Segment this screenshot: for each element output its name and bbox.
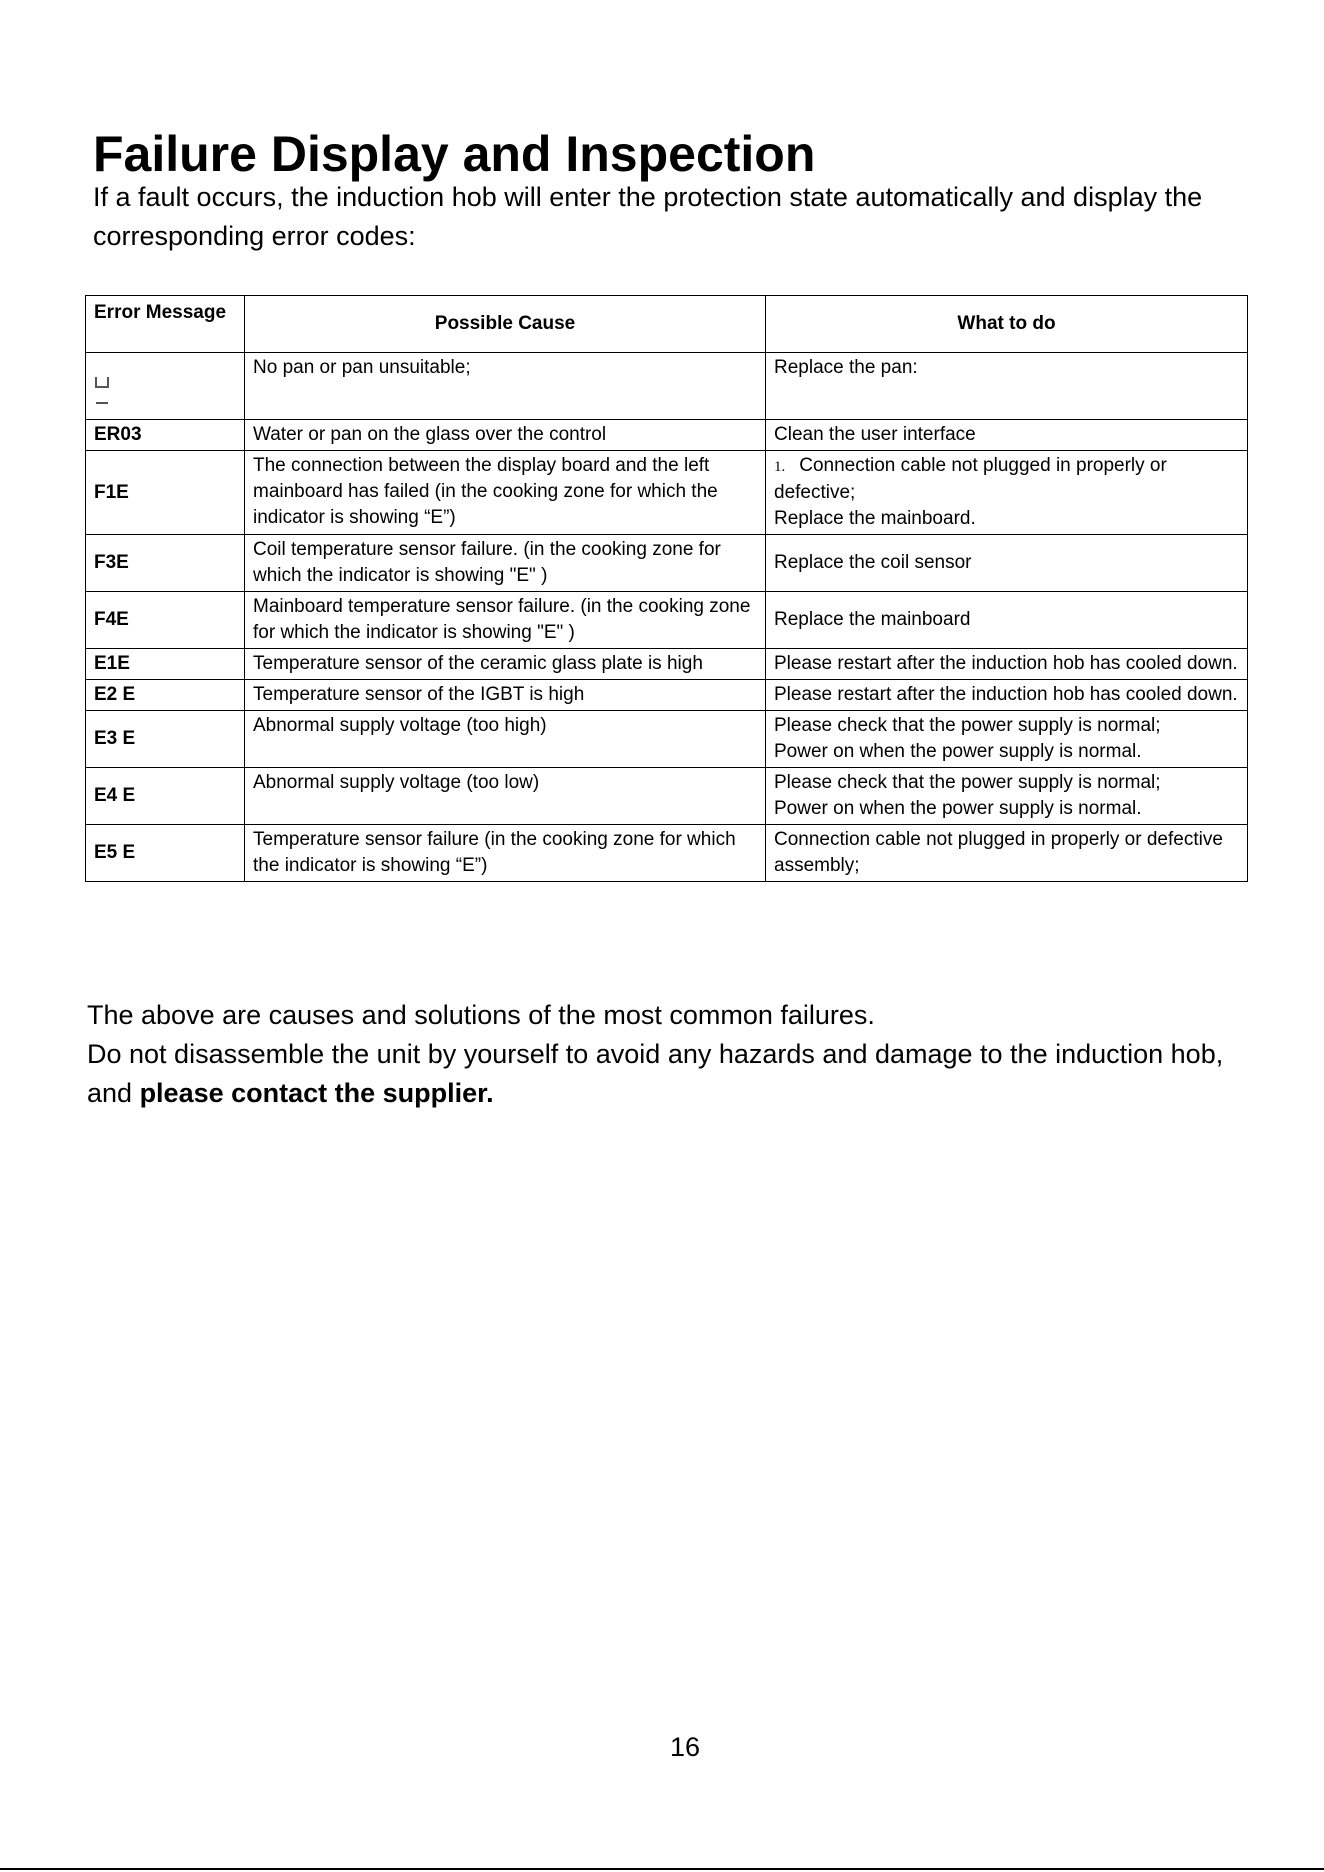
table-row — [86, 451, 1248, 535]
footer-warning-text: Do not disassemble the unit by yourself to avoid any hazards and damage to the induction hob, and — [87, 1039, 1224, 1108]
cause-cell: No pan or pan unsuitable; — [245, 353, 766, 420]
table-row — [86, 649, 1248, 680]
cause-cell: Abnormal supply voltage (too low) — [245, 768, 766, 825]
header-possible-cause: Possible Cause — [245, 296, 766, 353]
error-code-cell: F1E — [86, 451, 245, 535]
table-row — [86, 768, 1248, 825]
pan-missing-display-icon — [94, 375, 110, 409]
error-code-cell: E3 E — [86, 711, 245, 768]
action-line: Power on when the power supply is normal. — [774, 741, 1142, 762]
error-codes-table — [85, 295, 1248, 882]
action-line: Power on when the power supply is normal. — [774, 798, 1142, 819]
cause-cell: Abnormal supply voltage (too high) — [245, 711, 766, 768]
error-code-cell: F3E — [86, 535, 245, 592]
action-line: Please check that the power supply is normal; — [774, 772, 1161, 793]
table-row — [86, 680, 1248, 711]
action-cell — [766, 451, 1248, 535]
cause-cell: The connection between the display board and the left mainboard has failed (in the cooking zone for which the indicator is showing “E”) — [245, 451, 766, 535]
error-code-cell — [86, 353, 245, 420]
cause-cell: Temperature sensor of the IGBT is high — [245, 680, 766, 711]
action-cell: Replace the pan: — [766, 353, 1248, 420]
table-header-row — [86, 296, 1248, 353]
cause-cell: Temperature sensor of the ceramic glass plate is high — [245, 649, 766, 680]
action-cell — [766, 711, 1248, 768]
list-number: 1. — [774, 459, 786, 475]
action-cell: Please restart after the induction hob has cooled down. — [766, 680, 1248, 711]
table-row — [86, 353, 1248, 420]
footer-line — [87, 1035, 1267, 1113]
action-cell: Clean the user interface — [766, 420, 1248, 451]
action-cell: Replace the mainboard — [766, 592, 1248, 649]
action-cell: Please restart after the induction hob has cooled down. — [766, 649, 1248, 680]
action-cell — [766, 768, 1248, 825]
cause-cell: Mainboard temperature sensor failure. (in the cooking zone for which the indicator is showing "E" ) — [245, 592, 766, 649]
action-line: Please check that the power supply is normal; — [774, 715, 1161, 736]
table-row — [86, 711, 1248, 768]
error-code-cell: E4 E — [86, 768, 245, 825]
error-code-cell: E5 E — [86, 825, 245, 882]
footer-line: The above are causes and solutions of the most common failures. — [87, 1000, 875, 1030]
header-error-message: Error Message — [86, 296, 245, 353]
error-code-cell: F4E — [86, 592, 245, 649]
contact-supplier-emphasis: please contact the supplier. — [139, 1078, 494, 1108]
intro-paragraph: If a fault occurs, the induction hob will enter the protection state automatically and display the corresponding error codes: — [93, 182, 1203, 251]
page-title: Failure Display and Inspection — [93, 126, 816, 182]
table-row — [86, 420, 1248, 451]
action-cell: Replace the coil sensor — [766, 535, 1248, 592]
error-code-cell: ER03 — [86, 420, 245, 451]
table-row — [86, 535, 1248, 592]
cause-cell: Temperature sensor failure (in the cooking zone for which the indicator is showing “E”) — [245, 825, 766, 882]
bottom-divider — [0, 1868, 1324, 1870]
table-row — [86, 592, 1248, 649]
cause-cell: Coil temperature sensor failure. (in the cooking zone for which the indicator is showing "E" ) — [245, 535, 766, 592]
error-code-cell: E2 E — [86, 680, 245, 711]
page-number: 16 — [669, 1732, 701, 1762]
header-what-to-do: What to do — [766, 296, 1248, 353]
action-line: Replace the mainboard. — [774, 508, 976, 529]
action-line: Connection cable not plugged in properly or defective; — [774, 455, 1167, 503]
error-code-cell: E1E — [86, 649, 245, 680]
footer-note — [87, 996, 1267, 1113]
table-row — [86, 825, 1248, 882]
action-cell: Connection cable not plugged in properly or defective assembly; — [766, 825, 1248, 882]
cause-cell: Water or pan on the glass over the control — [245, 420, 766, 451]
